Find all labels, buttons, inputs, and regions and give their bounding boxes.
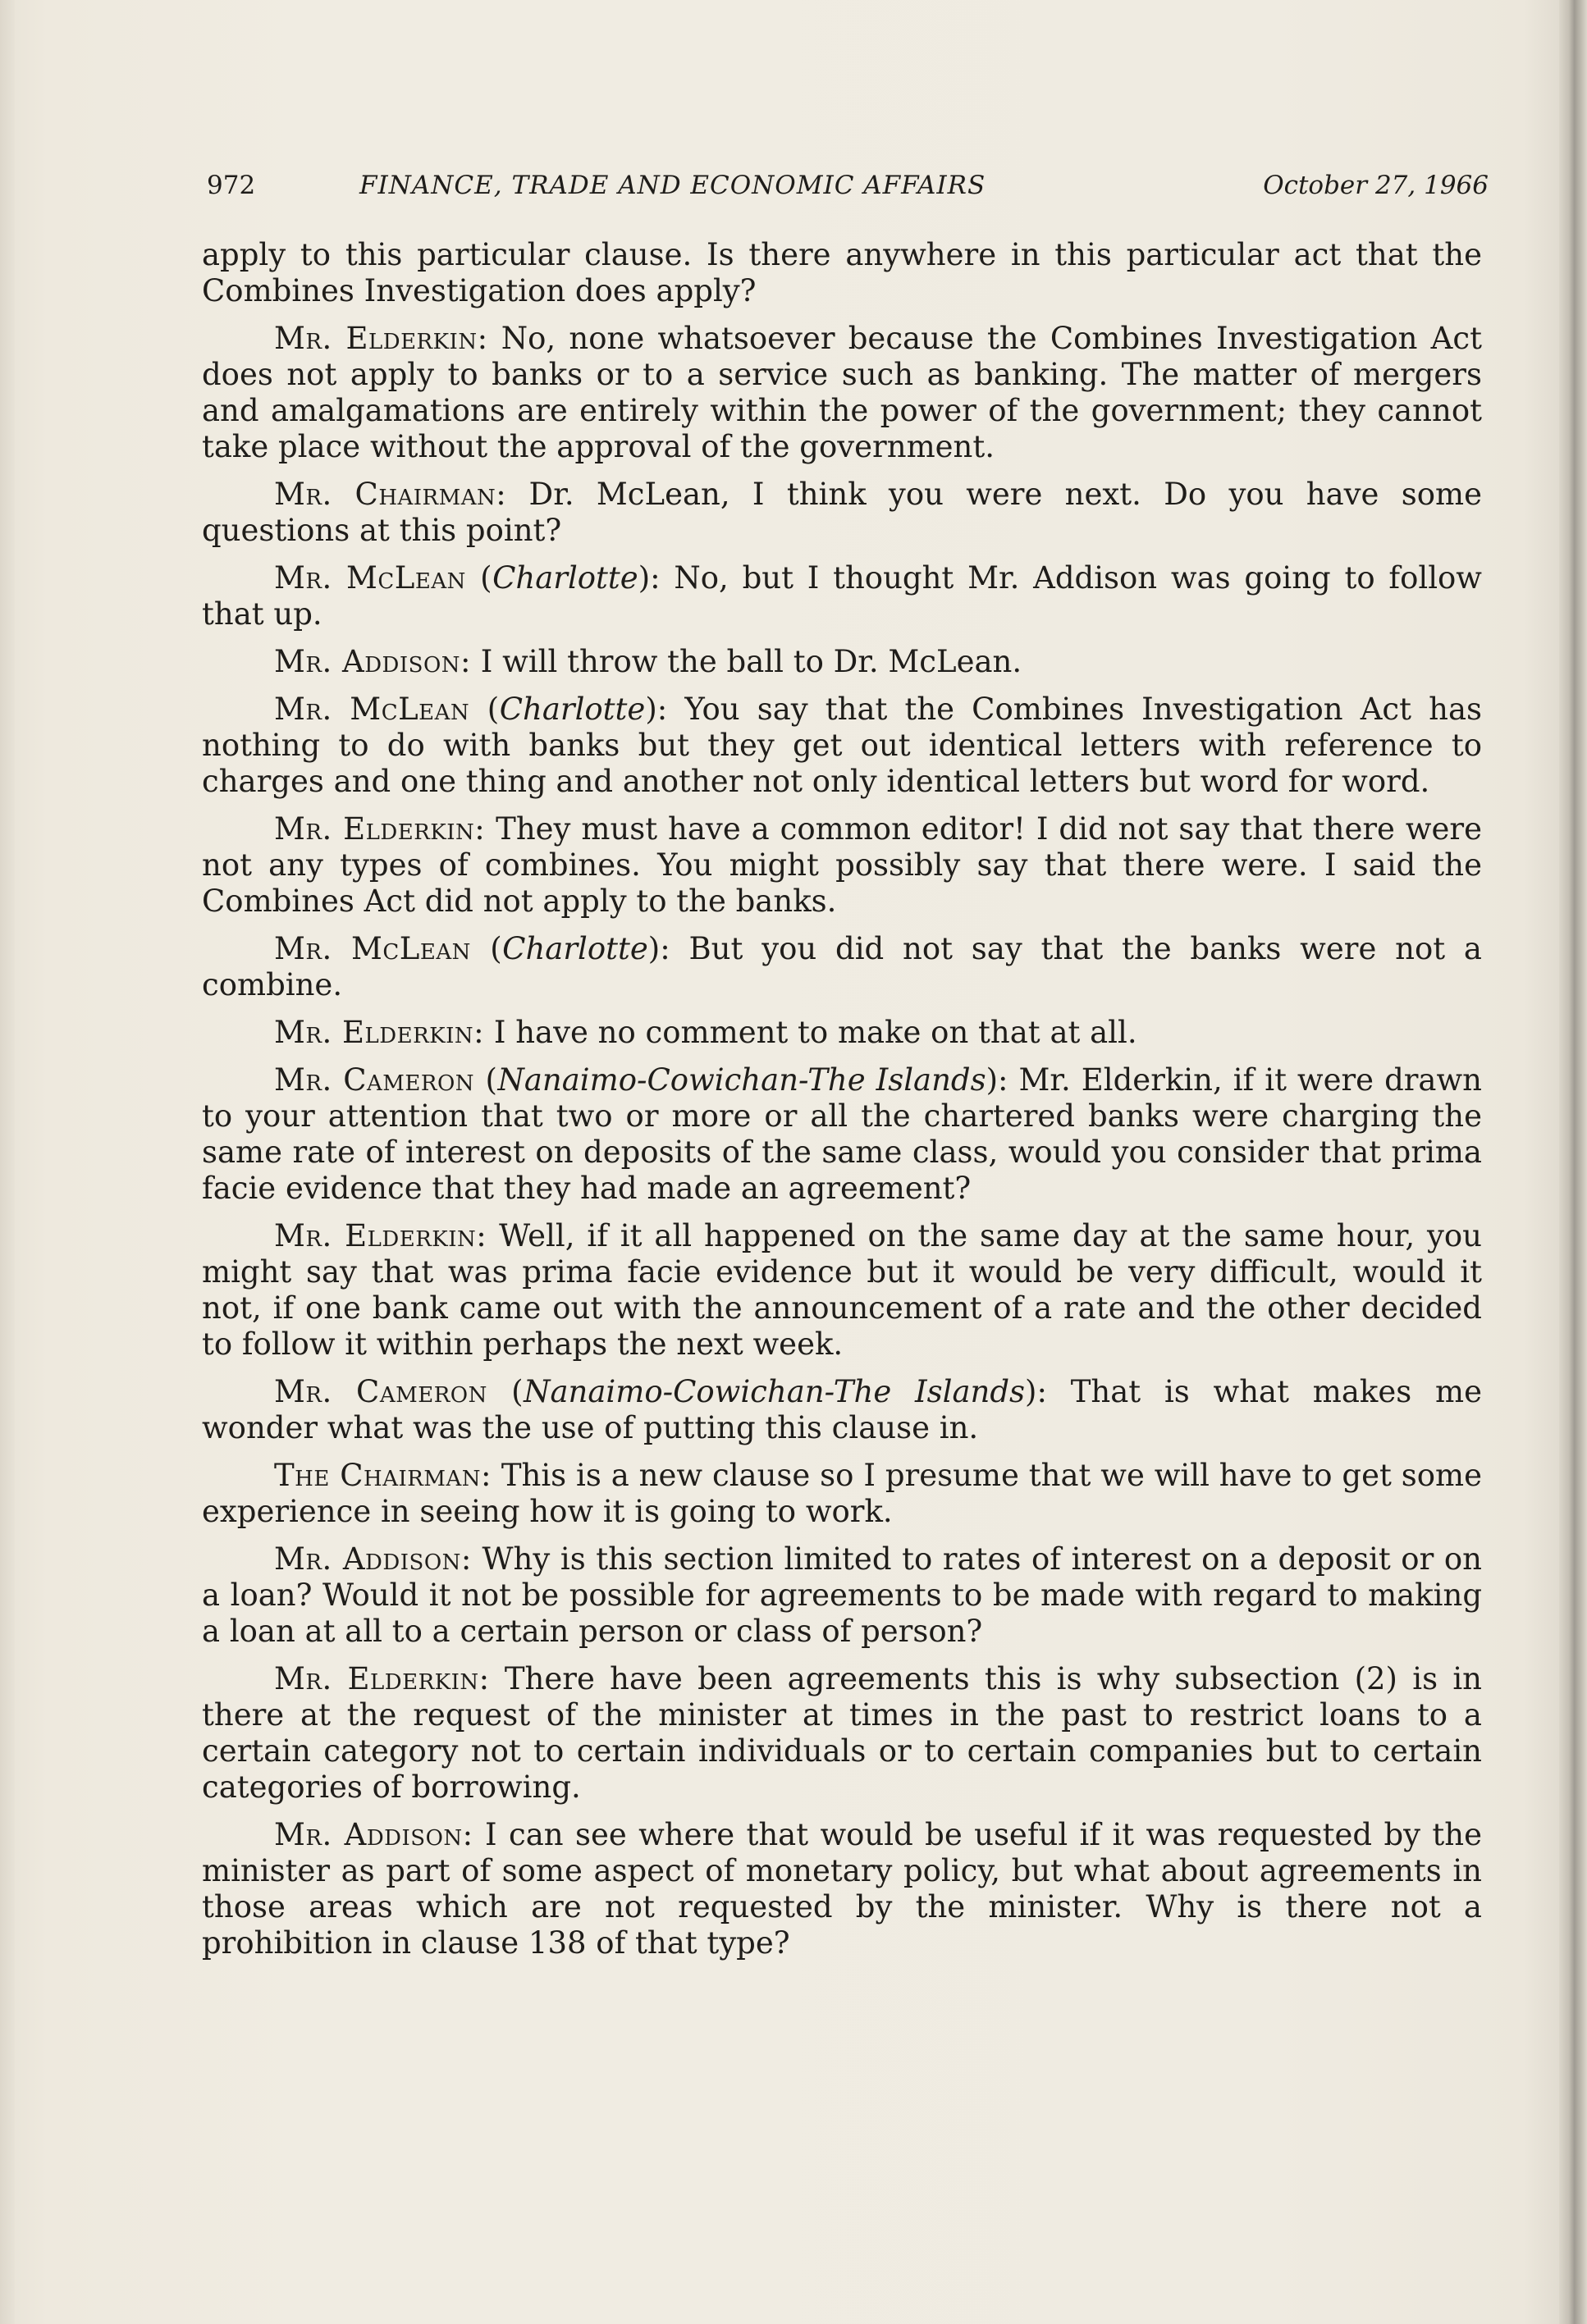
paragraph-text: You say that the Combines Investigation Act has nothing to do with banks but they get out identical letters with reference to charges and one thing and another not only identical letters but word for word. xyxy=(202,692,1482,799)
speaker-name: Mr. Chairman: xyxy=(274,477,507,512)
paragraph-text: They must have a common editor! I did not say that there were not any types of combines. You might possibly say that there were. I said the Combines Act did not apply to the banks. xyxy=(202,811,1483,919)
speaker-name: Mr. Cameron ( xyxy=(274,1374,524,1409)
paragraph-text: apply to this particular clause. Is there anywhere in this particular act that the Combines Investigation does apply? xyxy=(202,237,1482,308)
paragraph xyxy=(202,811,1482,920)
paragraph xyxy=(202,644,1482,680)
speaker-constituency: Charlotte xyxy=(499,692,646,727)
speaker-suffix: ): xyxy=(647,931,670,966)
speaker-suffix: ): xyxy=(1025,1374,1047,1409)
speaker-constituency: Charlotte xyxy=(502,931,648,966)
speaker-name: The Chairman: xyxy=(274,1458,492,1493)
running-title: FINANCE, TRADE AND ECONOMIC AFFAIRS xyxy=(359,171,986,200)
speaker-name: Mr. Elderkin: xyxy=(274,321,488,356)
paragraph-text: Dr. McLean, I think you were next. Do you have some questions at this point? xyxy=(202,477,1482,548)
paragraph-text: I will throw the ball to Dr. McLean. xyxy=(471,644,1022,679)
left-page-edge xyxy=(0,0,15,2324)
speaker-name: Mr. Addison: xyxy=(274,1817,473,1852)
speaker-name: Mr. McLean ( xyxy=(274,560,493,596)
paragraph-text: This is a new clause so I presume that we will have to get some experience in seeing how it is going to work. xyxy=(202,1458,1482,1529)
speaker-constituency: Nanaimo-Cowichan-The Islands xyxy=(497,1062,986,1098)
paragraph xyxy=(202,1218,1482,1363)
paragraph-text: That is what makes me wonder what was the use of putting this clause in. xyxy=(202,1374,1482,1445)
paragraph-text: No, but I thought Mr. Addison was going to follow that up. xyxy=(202,560,1482,632)
speaker-name: Mr. McLean ( xyxy=(274,692,500,727)
paragraph-text: Well, if it all happened on the same day at the same hour, you might say that was prima facie evidence but it would be very difficult, would it not, if one bank came out with the announcement of a rate and the other decided to follow it within perhaps the next week. xyxy=(202,1218,1482,1362)
speaker-constituency: Charlotte xyxy=(492,560,638,596)
paragraph xyxy=(202,692,1482,800)
paragraph xyxy=(202,931,1482,1003)
speaker-name: Mr. Addison: xyxy=(274,644,472,679)
paragraph xyxy=(202,1817,1482,1961)
paragraph xyxy=(202,1541,1482,1650)
speaker-name: Mr. Elderkin: xyxy=(274,1661,490,1696)
page-number: 972 xyxy=(207,171,256,200)
paragraph xyxy=(202,1458,1482,1530)
paragraph xyxy=(202,477,1482,549)
paragraph-text: I can see where that would be useful if it was requested by the minister as part of some aspect of monetary policy, but what about agreements in those areas which are not requested by the minister. Why is there not a prohibition in clause 138 of that type? xyxy=(202,1817,1482,1961)
paragraph-text: There have been agreements this is why subsection (2) is in there at the request of the minister at times in the past to restrict loans to a certain category not to certain individuals or to certain companies but to certain categories of borrowing. xyxy=(202,1661,1482,1805)
speaker-name: Mr. Elderkin: xyxy=(274,1015,485,1050)
paragraph xyxy=(202,1661,1482,1806)
running-date: October 27, 1966 xyxy=(1263,171,1489,200)
speaker-name: Mr. Elderkin: xyxy=(274,811,486,847)
paragraph xyxy=(202,1062,1482,1207)
speaker-name: Mr. Cameron ( xyxy=(274,1062,498,1098)
paragraph-text: No, none whatsoever because the Combines Investigation Act does not apply to banks or to a service such as banking. The matter of mergers and amalgamations are entirely within the power of the government; they cannot take place without the approval of the government. xyxy=(202,321,1482,464)
paragraph-text: Why is this section limited to rates of interest on a deposit or on a loan? Would it not be possible for agreements to be made with regard to making a loan at all to a certain person or class of person? xyxy=(202,1541,1482,1649)
paragraph-text: But you did not say that the banks were not a combine. xyxy=(202,931,1482,1002)
speaker-suffix: ): xyxy=(986,1062,1008,1098)
paragraph-text: Mr. Elderkin, if it were drawn to your attention that two or more or all the chartered banks were charging the same rate of interest on deposits of the same class, would you consider that prima facie evidence that they had made an agreement? xyxy=(202,1062,1482,1206)
speaker-name: Mr. Addison: xyxy=(274,1541,472,1577)
speaker-constituency: Nanaimo-Cowichan-The Islands xyxy=(524,1374,1026,1409)
speaker-name: Mr. McLean ( xyxy=(274,931,503,966)
paragraph xyxy=(202,237,1482,309)
paragraph xyxy=(202,560,1482,632)
speaker-suffix: ): xyxy=(645,692,668,727)
speaker-name: Mr. Elderkin: xyxy=(274,1218,487,1253)
paragraph xyxy=(202,1015,1482,1051)
binding-shadow xyxy=(1559,0,1587,2324)
paragraph xyxy=(202,321,1482,465)
speaker-suffix: ): xyxy=(638,560,661,596)
paragraph-text: I have no comment to make on that at all. xyxy=(484,1015,1137,1050)
running-header xyxy=(207,167,1489,204)
transcript-body xyxy=(202,237,1482,1973)
paragraph xyxy=(202,1374,1482,1446)
